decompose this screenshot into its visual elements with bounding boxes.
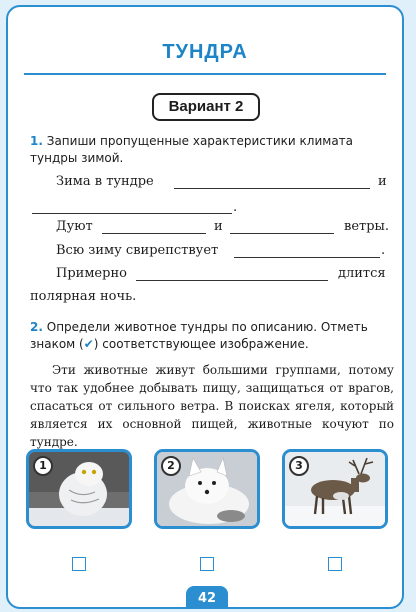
photo-2 [154, 449, 260, 529]
task-1-instruction [30, 133, 392, 167]
checkbox-photo-3[interactable] [328, 557, 342, 571]
task-1-line-4-end: . [381, 243, 386, 258]
title-divider [24, 73, 386, 75]
task-1-line-5-start: Примерно [56, 266, 127, 281]
task-2-text-b: ) соответствующее изображение. [93, 337, 309, 351]
worksheet-page [6, 5, 404, 609]
task-1-line-6: полярная ночь. [30, 289, 137, 304]
answer-blank-6[interactable] [136, 280, 328, 281]
task-1-line-2-end: . [233, 200, 238, 215]
task-1-number: 1. [30, 134, 43, 148]
task-2-instruction [30, 319, 392, 353]
answer-blank-3[interactable] [102, 233, 206, 234]
task-1-line-3-mid: и [214, 219, 223, 234]
answer-blank-1[interactable] [174, 188, 370, 189]
animal-description: Эти животные живут большими группами, потому что так удобнее добывать пищу, защищаться от врагов, спасаться от сильного ветра. В поисках ягеля, который является их основной пищей, животные кочуют по тундре. [30, 363, 394, 449]
task-1-text: Запиши пропущенные характеристики климата тундры зимой. [30, 134, 354, 165]
task-1-line-1-start: Зима в тундре [56, 174, 154, 189]
answer-blank-2[interactable] [32, 213, 232, 214]
task-2-text-a: Определи животное тундры по описанию. Отметь знаком ( [30, 320, 368, 351]
task-1-line-3-start: Дуют [56, 219, 93, 234]
answer-blank-4[interactable] [230, 233, 334, 234]
photo-1 [26, 449, 132, 529]
task-2-number: 2. [30, 320, 43, 334]
task-1-line-3-end: ветры. [344, 219, 390, 234]
checkbox-photo-1[interactable] [72, 557, 86, 571]
photo-3-badge: 3 [289, 456, 309, 476]
task-1-line-1-end: и [378, 174, 387, 189]
page-title: ТУНДРА [162, 41, 248, 63]
variant-label: Вариант 2 [152, 93, 260, 121]
task-1-line-5-end: длится [338, 266, 386, 281]
photo-1-badge: 1 [33, 456, 53, 476]
photo-2-badge: 2 [161, 456, 181, 476]
checkbox-photo-2[interactable] [200, 557, 214, 571]
page-number: 42 [186, 586, 228, 609]
photo-3 [282, 449, 388, 529]
answer-blank-5[interactable] [234, 257, 380, 258]
check-mark-icon: ✔ [83, 337, 94, 351]
task-1-line-4-start: Всю зиму свирепствует [56, 243, 219, 258]
